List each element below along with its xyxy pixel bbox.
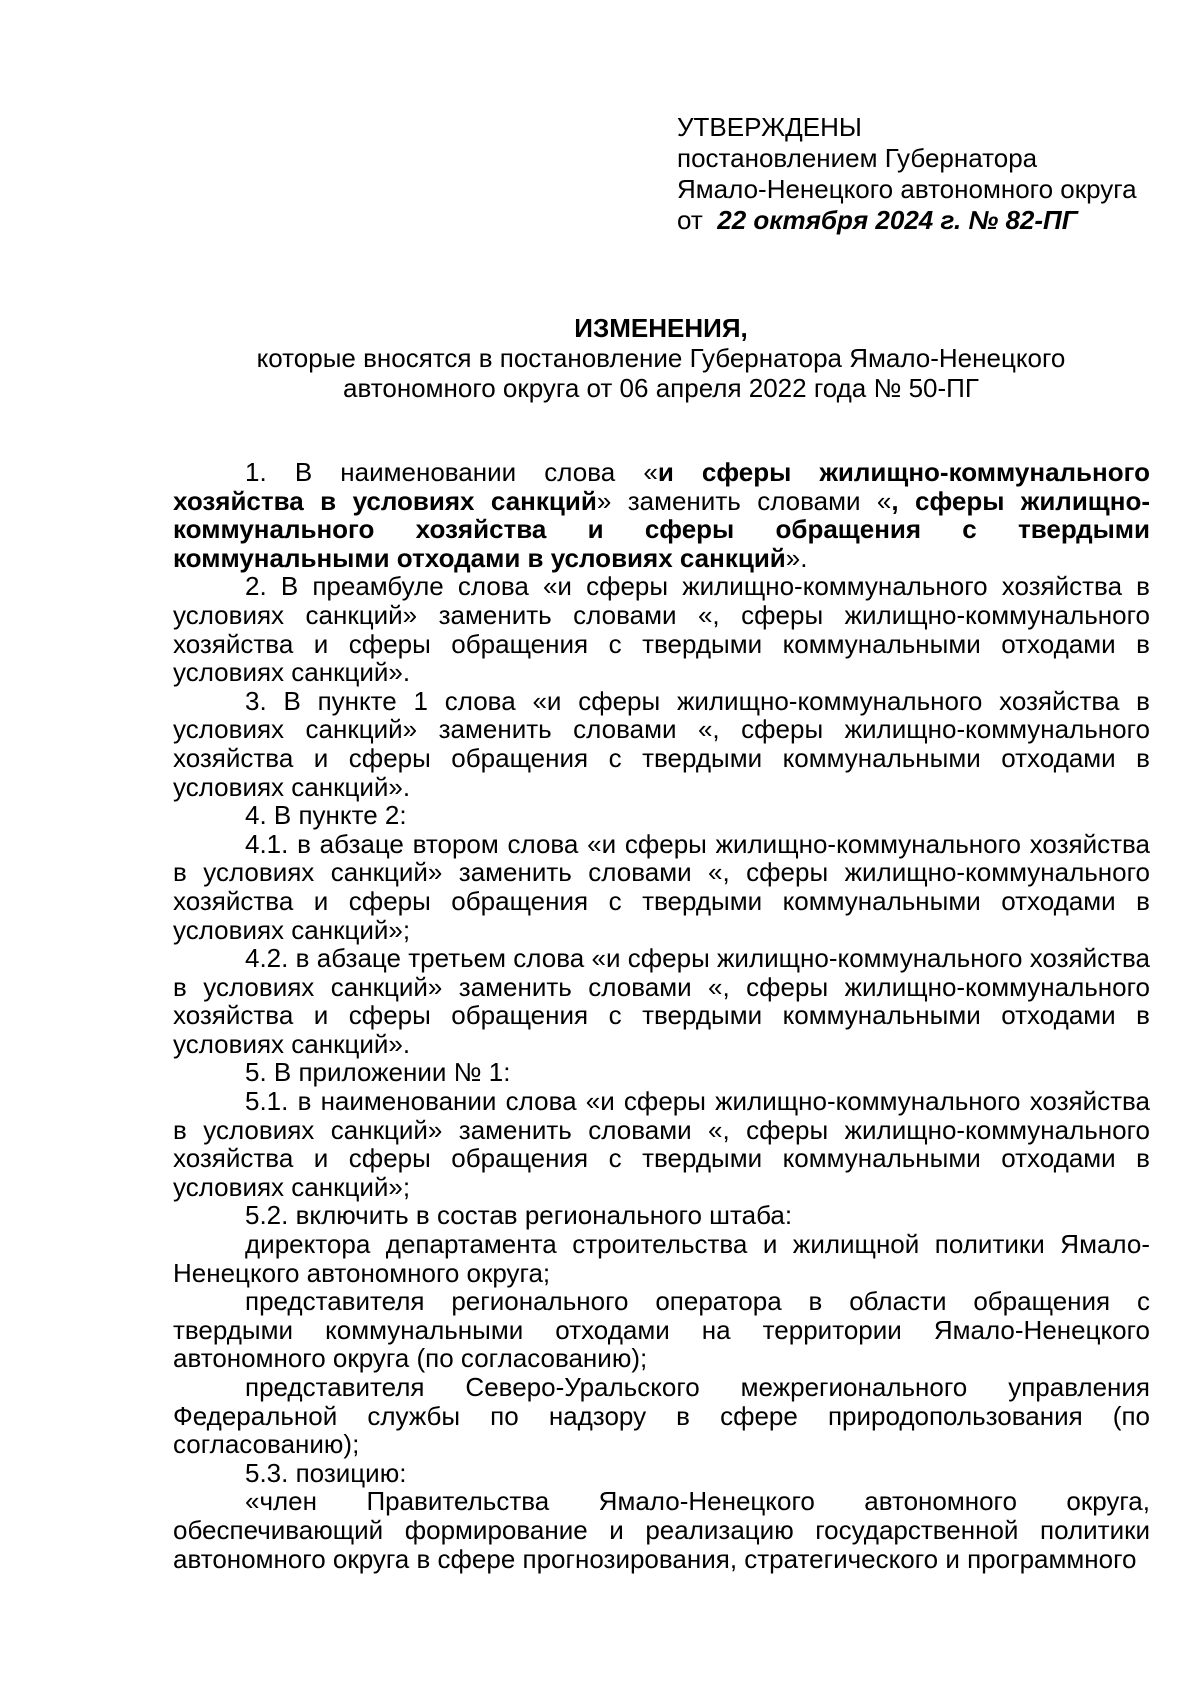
item-4-2: 4.2. в абзаце третьем слова «и сферы жилищно-коммунального хозяйства в условиях санкций» заменить словами «, сферы жилищно-коммунального хозяйства и сферы обращения с твердыми коммунальными отходами в условиях санкций». [173, 943, 1150, 1059]
item-5-2-rosprirodnadzor: представителя Северо-Уральского межрегионального управления Федеральной службы по надзору в сфере природопользования (по согласованию); [173, 1372, 1150, 1460]
item-1-old-words: и сферы жилищно-коммунального хозяйства в условиях санкций [173, 457, 1150, 516]
item-5-3: 5.3. позицию: [245, 1457, 407, 1488]
document-body [173, 458, 1150, 1573]
item-3: 3. В пункте 1 слова «и сферы жилищно-коммунального хозяйства в условиях санкций» заменить словами «, сферы жилищно-коммунального хозяйства и сферы обращения с твердыми коммунальными отходами в условиях санкций». [173, 685, 1150, 802]
item-5-1: 5.1. в наименовании слова «и сферы жилищно-коммунального хозяйства в условиях санкций» заменить словами «, сферы жилищно-коммунального хозяйства и сферы обращения с твердыми коммунальными отходами в условиях санкций»; [173, 1086, 1150, 1202]
document-heading [172, 313, 1150, 403]
document-subtitle-line-1: которые вносятся в постановление Губернатора Ямало-Ненецкого [256, 343, 1066, 373]
item-5: 5. В приложении № 1: [245, 1057, 511, 1088]
item-2: 2. В преамбуле слова «и сферы жилищно-коммунального хозяйства в условиях санкций» заменить словами «, сферы жилищно-коммунального хозяйства и сферы обращения с твердыми коммунальными отходами в условиях санкций». [173, 571, 1150, 688]
item-5-2-regional-operator: представителя регионального оператора в области обращения с твердыми коммунальными отходами на территории Ямало-Ненецкого автономного округа (по согласованию); [173, 1286, 1150, 1374]
decree-number: 22 октября 2024 г. № 82-ПГ [717, 205, 1078, 235]
item-5-2-director: директора департамента строительства и жилищной политики Ямало-Ненецкого автономного округа; [173, 1229, 1150, 1288]
item-1 [173, 458, 1150, 572]
item-5-2: 5.2. включить в состав регионального штаба: [245, 1200, 793, 1231]
document-subtitle-line-2: автономного округа от 06 апреля 2022 года № 50-ПГ [343, 373, 979, 403]
approval-stamp [677, 112, 1157, 236]
item-1-part-a: 1. В наименовании слова « [245, 457, 658, 487]
item-1-new-words: , сферы жилищно-коммунального хозяйства и сферы обращения с твердыми коммунальными отходами в условиях санкций [173, 485, 1150, 573]
approval-date-prefix: от [677, 205, 703, 235]
document-title: ИЗМЕНЕНИЯ, [574, 313, 748, 343]
item-1-part-e: ». [785, 542, 808, 573]
item-5-3-position: «член Правительства Ямало-Ненецкого автономного округа, обеспечивающий формирование и реализацию государственной политики автономного округа в сфере прогнозирования, стратегического и программного [173, 1486, 1150, 1574]
item-4: 4. В пункте 2: [245, 800, 407, 831]
approval-line-2: Ямало-Ненецкого автономного округа [677, 174, 1137, 204]
approval-title: УТВЕРЖДЕНЫ [677, 112, 862, 142]
item-1-part-c: » заменить словами « [596, 485, 892, 516]
approval-line-1: постановлением Губернатора [677, 143, 1038, 173]
item-4-1: 4.1. в абзаце втором слова «и сферы жилищно-коммунального хозяйства в условиях санкций» заменить словами «, сферы жилищно-коммунального хозяйства и сферы обращения с твердыми коммунальными отходами в условиях санкций»; [173, 828, 1150, 945]
approval-date-line [677, 205, 1157, 236]
